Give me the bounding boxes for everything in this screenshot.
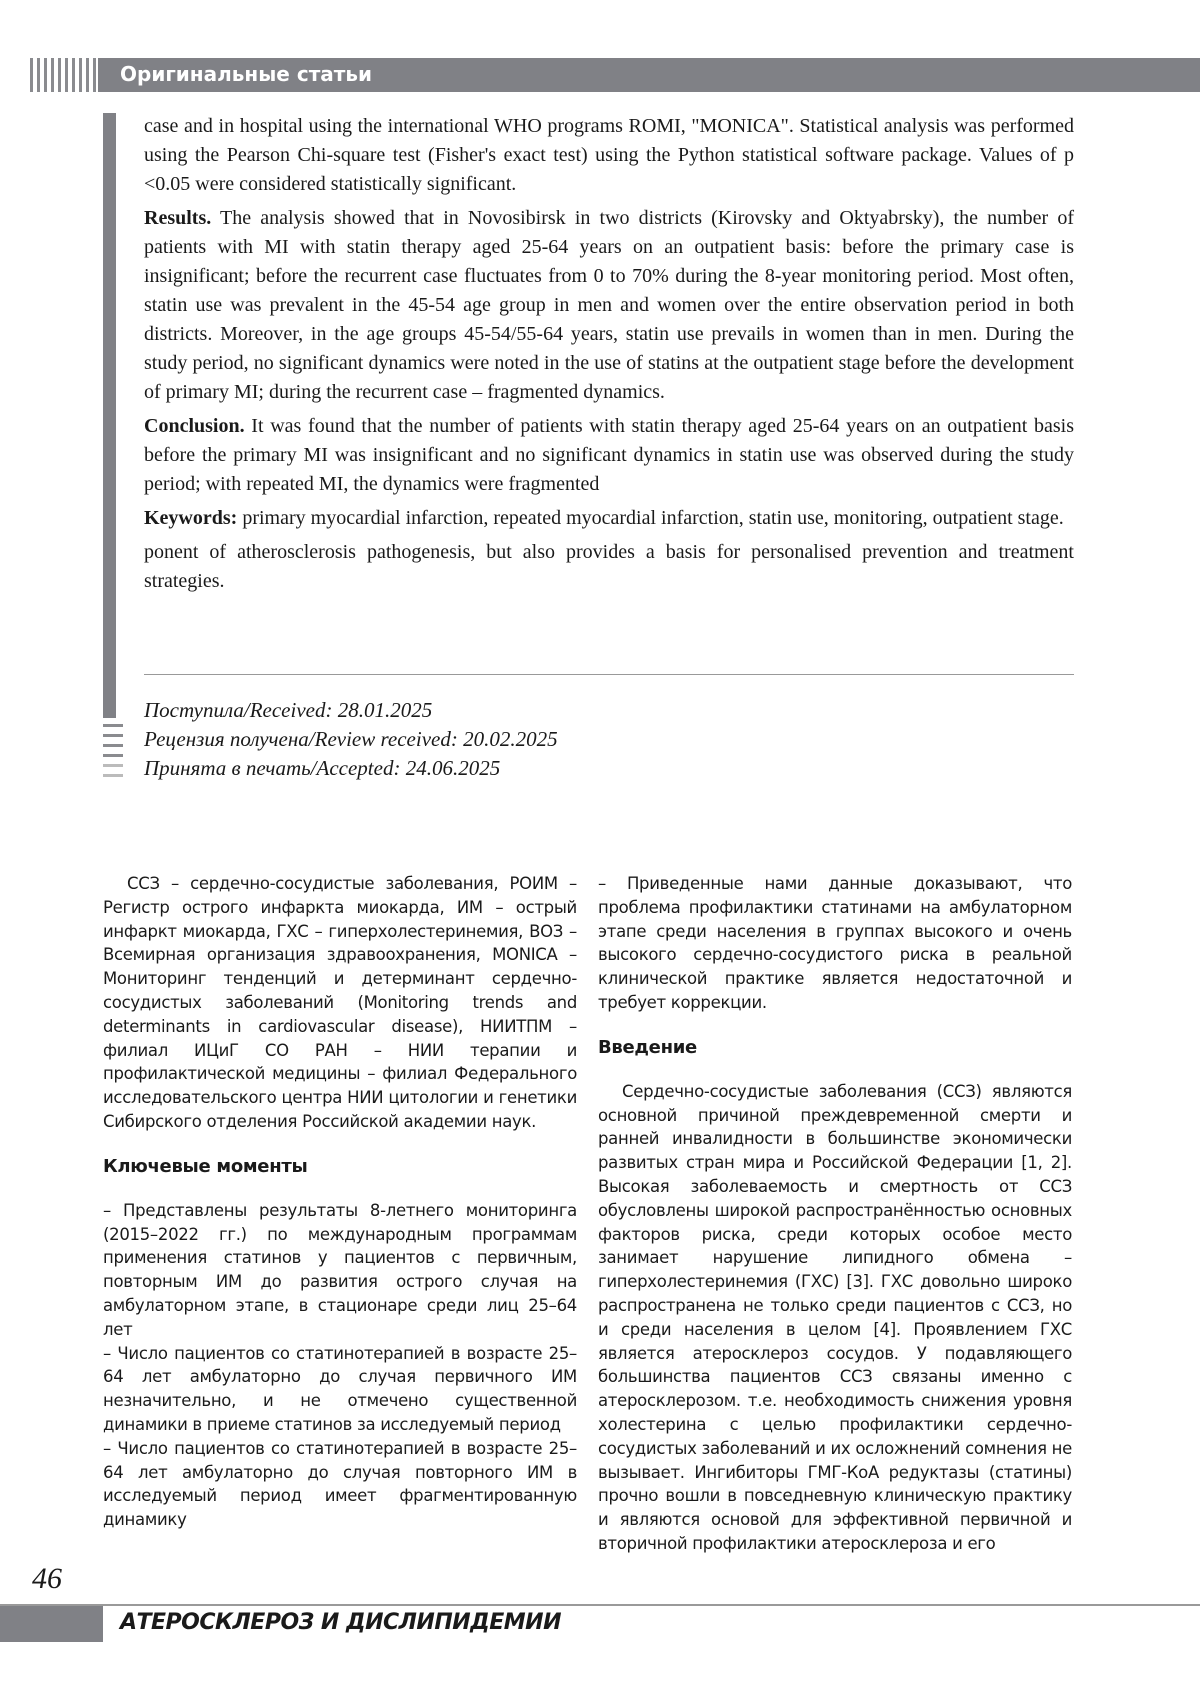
side-dash: [103, 734, 123, 737]
conclusion-text: It was found that the number of patients with statin therapy aged 25-64 years on an outpatient basis before the primary MI was insignificant and no significant dynamics in statin use was observed during the study period; with repeated MI, the dynamics were fragmented: [144, 415, 1074, 495]
abstract-conclusion: [144, 412, 1074, 499]
introduction-heading: Введение: [598, 1037, 1072, 1058]
received-date: Поступила/Received: 28.01.2025: [144, 696, 558, 725]
journal-title: АТЕРОСКЛЕРОЗ И ДИСЛИПИДЕМИИ: [120, 1610, 561, 1635]
side-dash: [103, 724, 123, 727]
footer-line: [0, 1604, 1200, 1606]
key-point: – Приведенные нами данные доказывают, что проблема профилактики статинами на амбулаторном этапе среди населения в группах высокого и очень высокого сердечно-сосудистого риска в реальной клинической практике является недостаточной и требует коррекции.: [598, 872, 1072, 1015]
key-point: – Число пациентов со статинотерапией в возрасте 25–64 лет амбулаторно до случая повторного ИМ в исследуемый период имеет фрагментированную динамику: [103, 1437, 577, 1532]
english-abstract: [144, 112, 1074, 601]
keywords-text: primary myocardial infarction, repeated myocardial infarction, statin use, monitoring, outpatient stage.: [237, 507, 1063, 529]
conclusion-label: Conclusion.: [144, 415, 245, 437]
side-dash: [103, 774, 123, 777]
left-column: [103, 872, 577, 1532]
right-column: [598, 872, 1072, 1556]
header-stripes: [30, 58, 96, 92]
abstract-methods: case and in hospital using the international WHO programs ROMI, "MONICA". Statistical analysis was performed using the Pearson Chi-square test (Fisher's exact test) using the Python statistical software package. Values of p <0.05 were considered statistically significant.: [144, 112, 1074, 199]
key-points-heading: Ключевые моменты: [103, 1156, 577, 1177]
abstract-side-bar: [103, 113, 116, 718]
abstract-results: [144, 204, 1074, 407]
side-dash: [103, 764, 123, 767]
journal-page: [0, 0, 1200, 1697]
results-label: Results.: [144, 207, 211, 229]
key-point: – Представлены результаты 8-летнего мониторинга (2015–2022 гг.) по международным программам применения статинов у пациентов с первичным, повторным ИМ до развития острого случая на амбулаторном этапе, в стационаре среди лиц 25–64 лет: [103, 1199, 577, 1342]
abstract-keywords: [144, 504, 1074, 533]
article-dates: [144, 696, 558, 783]
review-date: Рецензия получена/Review received: 20.02.2025: [144, 725, 558, 754]
section-title: Оригинальные статьи: [120, 62, 372, 86]
abstract-extra: ponent of atherosclerosis pathogenesis, but also provides a basis for personalised prevention and treatment strategies.: [144, 538, 1074, 596]
side-dash: [103, 744, 123, 747]
keywords-label: Keywords:: [144, 507, 237, 529]
abbreviations: ССЗ – сердечно-сосудистые заболевания, РОИМ – Регистр острого инфаркта миокарда, ИМ – острый инфаркт миокарда, ГХС – гиперхолестеринемия, ВОЗ – Всемирная организация здравоохранения, MONICA – Мониторинг тенденций и детерминант сердечно-сосудистых заболеваний (Monitoring trends and determinants in cardiovascular disease), НИИТПМ – филиал ИЦиГ СО РАН – НИИ терапии и профилактической медицины – филиал Федерального исследовательского центра НИИ цитологии и генетики Сибирского отделения Российской академии наук.: [103, 872, 577, 1134]
accepted-date: Принята в печать/Accepted: 24.06.2025: [144, 754, 558, 783]
divider: [144, 674, 1074, 675]
side-dash: [103, 754, 123, 757]
results-text: The analysis showed that in Novosibirsk in two districts (Kirovsky and Oktyabrsky), the number of patients with MI with statin therapy aged 25-64 years on an outpatient basis: before the primary case is insignificant; before the recurrent case fluctuates from 0 to 70% during the 8-year monitoring period. Most often, statin use was prevalent in the 45-54 age group in men and women over the entire observation period in both districts. Moreover, in the age groups 45-54/55-64 years, statin use prevails in women than in men. During the study period, no significant dynamics were noted in the use of statins at the outpatient stage before the development of primary MI; during the recurrent case – fragmented dynamics.: [144, 207, 1074, 403]
key-point: – Число пациентов со статинотерапией в возрасте 25–64 лет амбулаторно до случая первичного ИМ незначительно, и не отмечено существенной динамики в приеме статинов за исследуемый период: [103, 1342, 577, 1437]
page-number: 46: [32, 1562, 62, 1596]
footer-box: [0, 1606, 103, 1642]
introduction-text: Сердечно-сосудистые заболевания (ССЗ) являются основной причиной преждевременной смерти и ранней инвалидности в большинстве экономически развитых стран мира и Российской Федерации [1, 2]. Высокая заболеваемость и смертность от ССЗ обусловлены широкой распространённостью основных факторов риска, среди которых особое место занимает нарушение липидного обмена – гиперхолестеринемия (ГХС) [3]. ГХС довольно широко распространена не только среди пациентов с ССЗ, но и среди населения в целом [4]. Проявлением ГХС является атеросклероз сосудов. У подавляющего большинства пациентов ССЗ связаны именно с атеросклерозом. т.е. необходимость снижения уровня холестерина с целью профилактики сердечно-сосудистых заболеваний и их осложнений сомнения не вызывает. Ингибиторы ГМГ-КоА редуктазы (статины) прочно вошли в повседневную клиническую практику и являются основой для эффективной первичной и вторичной профилактики атеросклероза и его: [598, 1080, 1072, 1556]
